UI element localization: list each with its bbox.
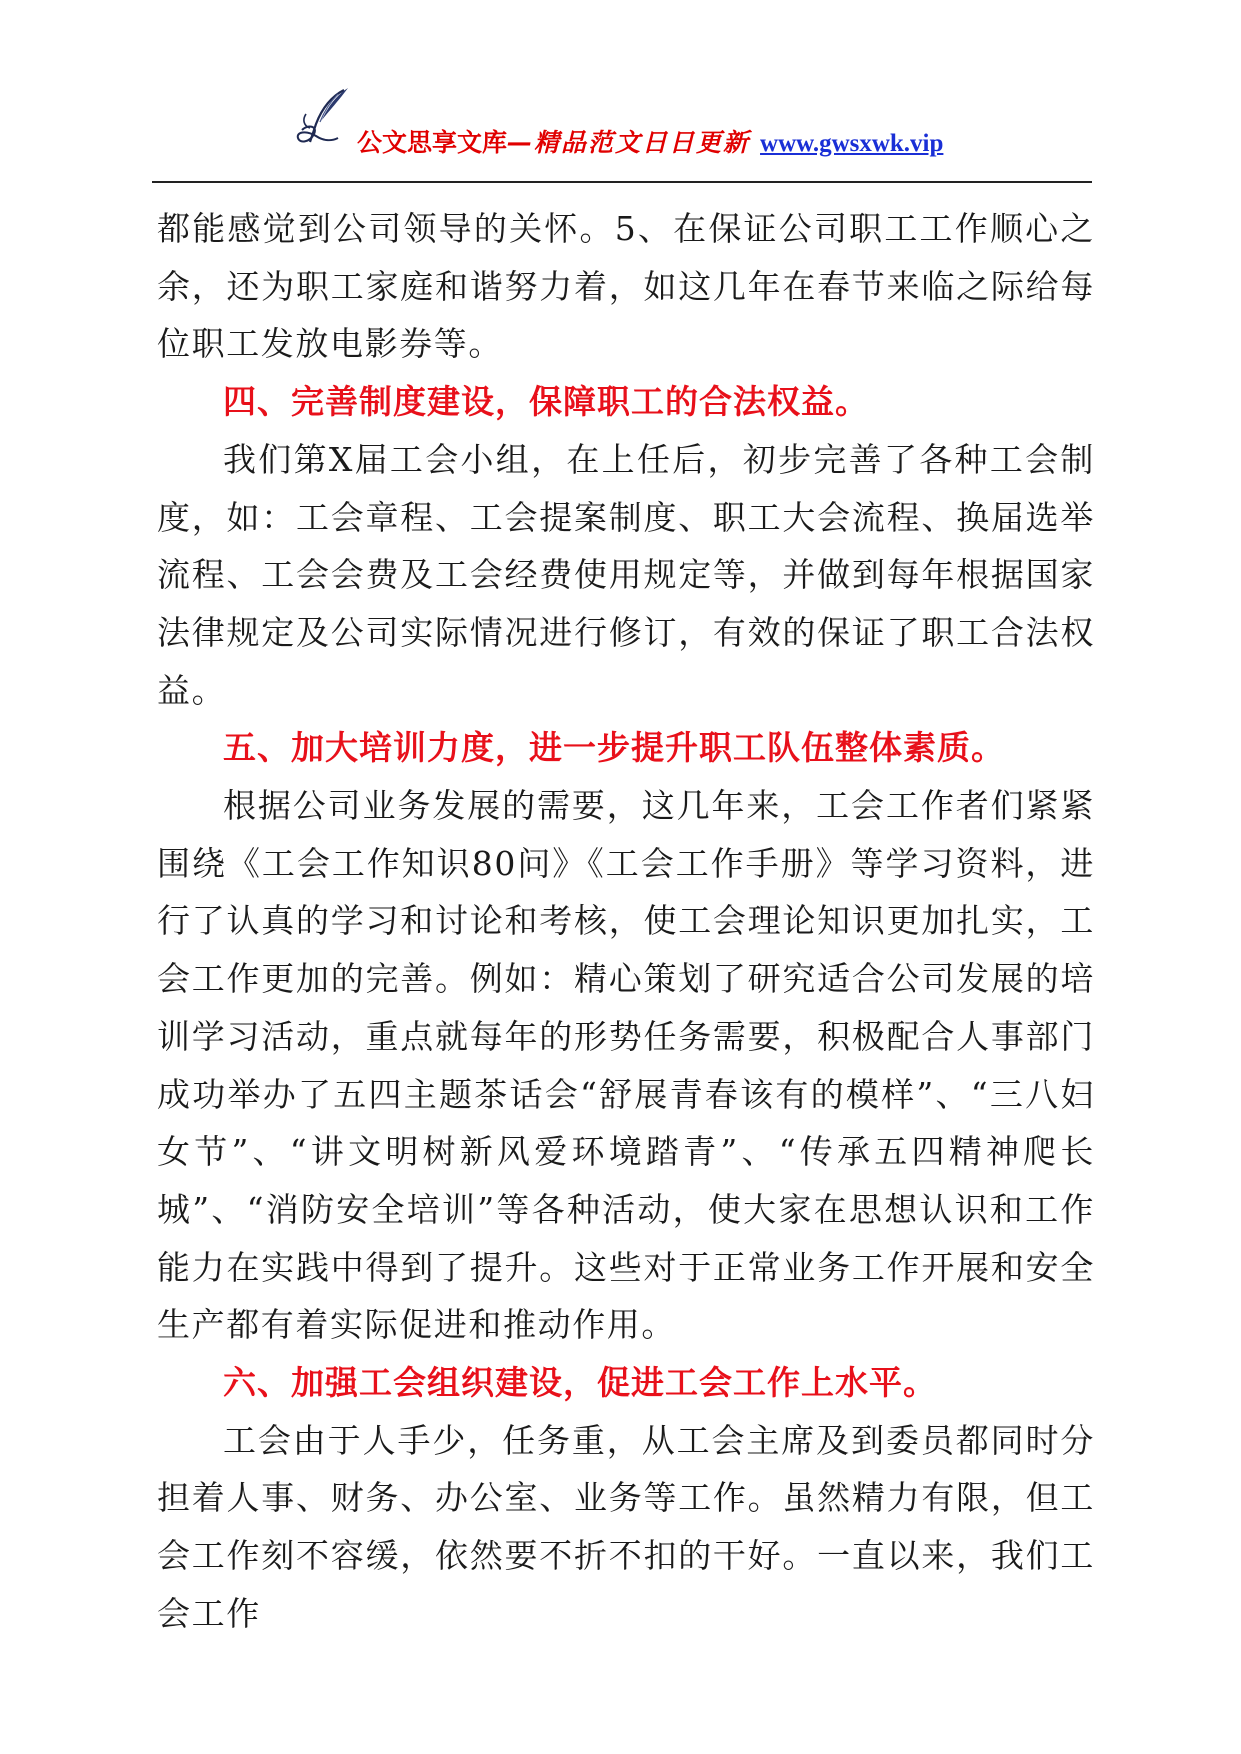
paragraph-continuation: 都能感觉到公司领导的关怀。5、在保证公司职工工作顺心之余，还为职工家庭和谐努力着，如这几年在春节来临之际给每位职工发放电影券等。 xyxy=(157,209,1095,364)
site-name: 公文思享文库 xyxy=(357,128,508,157)
site-slogan: —精品范文日日更新 xyxy=(507,128,751,157)
document-body xyxy=(157,200,1095,1643)
quill-pen-logo-icon xyxy=(292,86,356,150)
section-heading-4: 四、完善制度建设，保障职工的合法权益。 xyxy=(223,382,869,422)
paragraph-training: 根据公司业务发展的需要，这几年来，工会工作者们紧紧围绕《工会工作知识80问》《工会工作手册》等学习资料，进行了认真的学习和讨论和考核，使工会理论知识更加扎实，工会工作更加的完善。例如：精心策划了研究适合公司发展的培训学习活动，重点就每年的形势任务需要，积极配合人事部门成功举办了五四主题茶话会“舒展青春该有的模样”、“三八妇女节”、“讲文明树新风爱环境踏青”、“传承五四精神爬长城”、“消防安全培训”等各种活动，使大家在思想认识和工作能力在实践中得到了提升。这些对于正常业务工作开展和安全生产都有着实际促进和推动作用。 xyxy=(157,786,1095,1345)
paragraph-system-building: 我们第X届工会小组，在上任后，初步完善了各种工会制度，如：工会章程、工会提案制度、职工大会流程、换届选举流程、工会会费及工会经费使用规定等，并做到每年根据国家法律规定及公司实际情况进行修订，有效的保证了职工合法权益。 xyxy=(157,439,1095,710)
site-url-link[interactable]: www.gwsxwk.vip xyxy=(760,130,944,157)
header-text xyxy=(357,128,943,159)
header-divider xyxy=(152,181,1092,183)
section-heading-5: 五、加大培训力度，进一步提升职工队伍整体素质。 xyxy=(223,728,1005,768)
section-heading-6: 六、加强工会组织建设，促进工会工作上水平。 xyxy=(223,1363,937,1403)
page-header xyxy=(152,86,1092,182)
paragraph-organization: 工会由于人手少，任务重，从工会主席及到委员都同时分担着人事、财务、办公室、业务等工作。虽然精力有限，但工会工作刻不容缓，依然要不折不扣的干好。一直以来，我们工会工作 xyxy=(157,1420,1095,1633)
